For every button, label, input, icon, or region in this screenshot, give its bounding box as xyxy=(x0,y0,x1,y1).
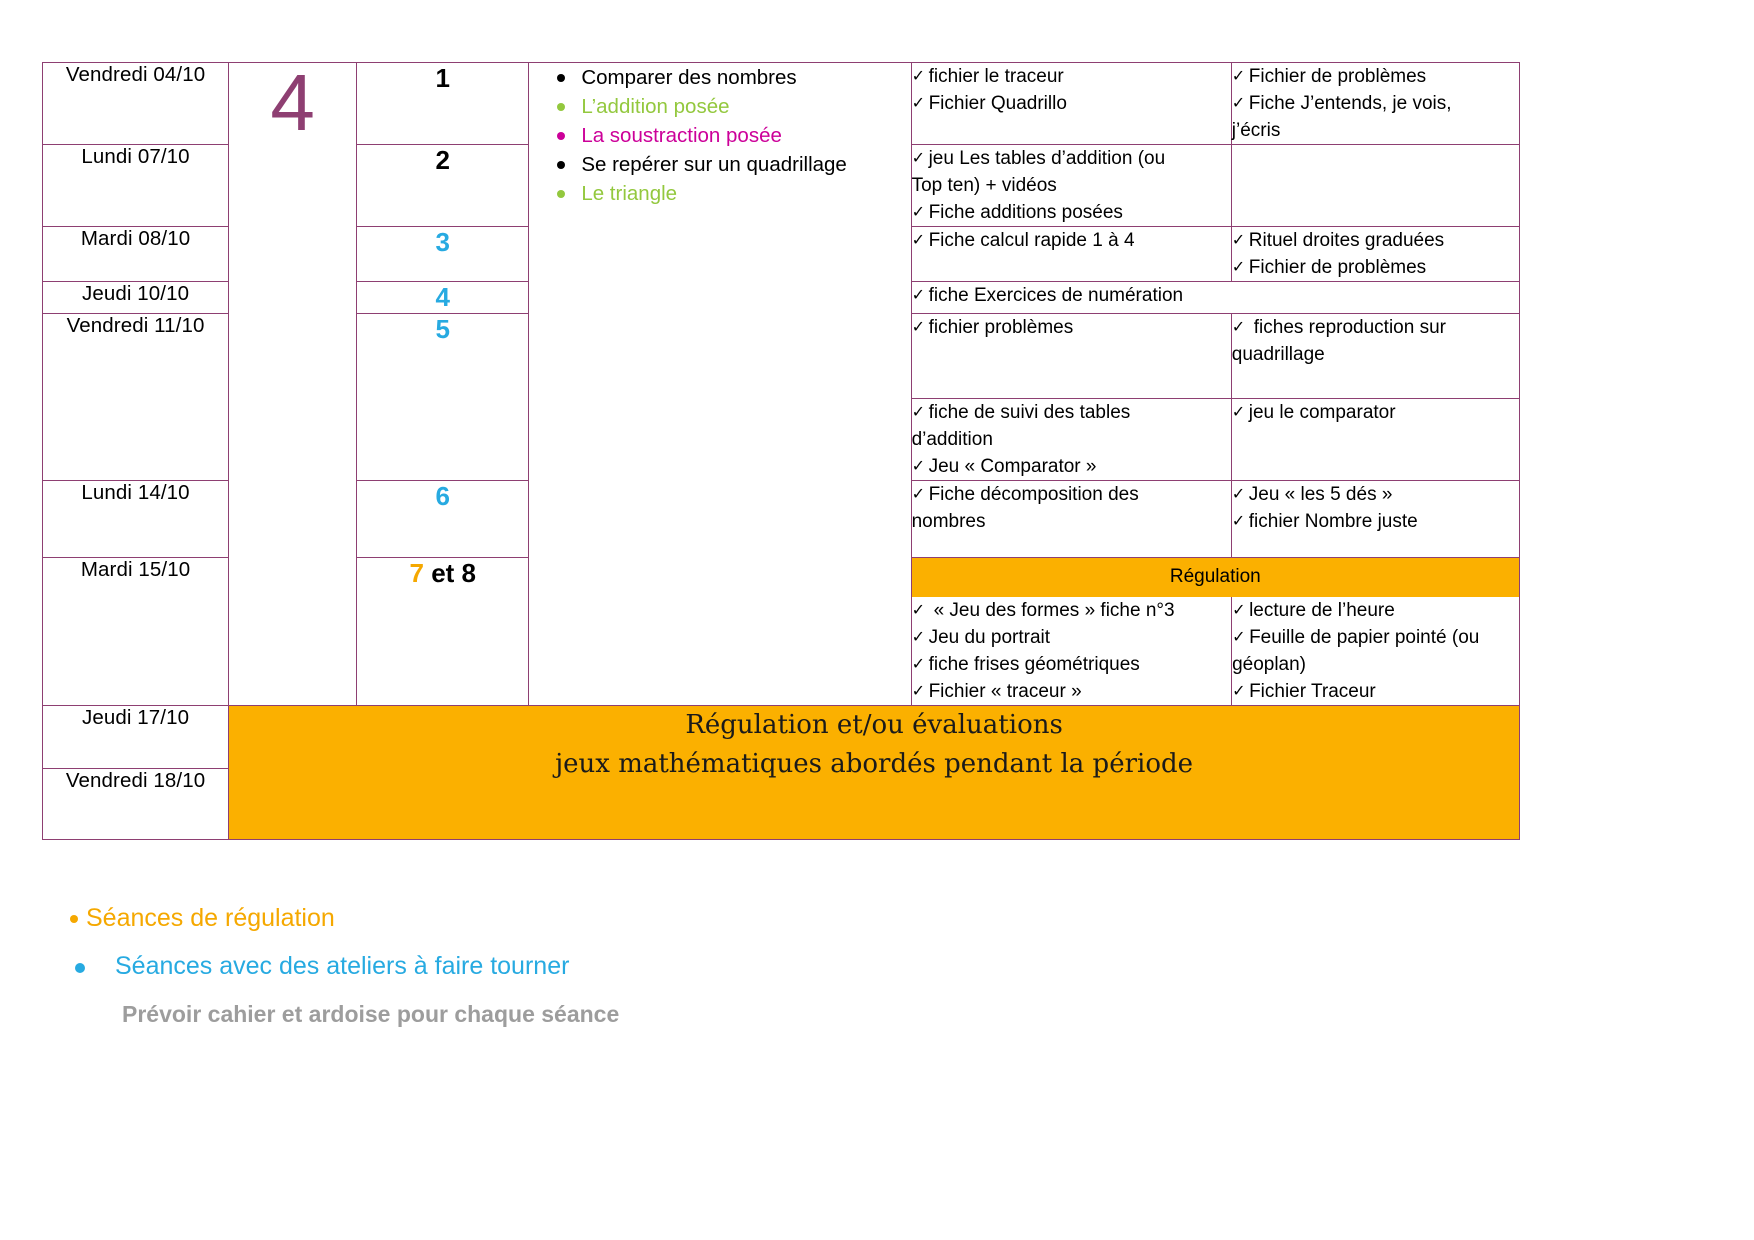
materials-column-a xyxy=(911,399,1231,481)
material-item xyxy=(912,90,1231,117)
regulation-banner: Régulation xyxy=(912,558,1519,597)
material-item xyxy=(1232,481,1519,508)
check-icon: ✓ xyxy=(1232,683,1246,700)
material-label: fiche Exercices de numération xyxy=(928,285,1184,306)
legend-note: Prévoir cahier et ardoise pour chaque séance xyxy=(122,1001,620,1027)
material-list xyxy=(1232,597,1520,705)
check-icon: ✓ xyxy=(911,458,925,475)
closing-banner xyxy=(229,706,1520,840)
check-icon: ✓ xyxy=(911,150,925,167)
check-icon: ✓ xyxy=(1231,404,1246,421)
material-item xyxy=(912,227,1231,254)
objectives-list xyxy=(529,63,910,208)
materials-column-b xyxy=(1231,145,1519,227)
material-label: fichier le traceur xyxy=(928,66,1064,87)
objective-item xyxy=(529,63,910,92)
check-icon: ✓ xyxy=(911,68,925,85)
material-label: Fichier Quadrillo xyxy=(928,93,1067,114)
seance-number: 6 xyxy=(357,481,529,558)
material-item xyxy=(912,481,1231,508)
material-label: Fichier « traceur » xyxy=(928,681,1082,702)
check-icon: ✓ xyxy=(911,404,925,421)
material-label: fiche de suivi des tables xyxy=(928,402,1131,423)
material-label: Feuille de papier pointé (ou xyxy=(1249,627,1480,648)
material-item xyxy=(1232,508,1519,535)
material-list xyxy=(1232,481,1519,535)
material-item-cont: nombres xyxy=(911,511,986,532)
check-icon: ✓ xyxy=(1231,95,1246,112)
date-cell: Jeudi 17/10 xyxy=(43,706,229,769)
check-icon: ✓ xyxy=(911,287,925,304)
material-label: jeu Les tables d’addition (ou xyxy=(928,148,1166,169)
check-icon: ✓ xyxy=(1231,259,1246,276)
material-list xyxy=(912,145,1231,226)
legend-item-ateliers xyxy=(60,944,1060,988)
material-label: fiche frises géométriques xyxy=(928,654,1140,675)
bullet-icon xyxy=(70,915,78,923)
table-row xyxy=(43,63,1520,145)
seance-number: 5 xyxy=(357,314,529,481)
material-item xyxy=(912,624,1232,651)
material-item-cont: quadrillage xyxy=(1231,344,1325,365)
material-list xyxy=(912,597,1232,705)
material-label: Fiche calcul rapide 1 à 4 xyxy=(928,230,1135,251)
material-label: jeu le comparator xyxy=(1248,402,1396,423)
material-item xyxy=(1232,227,1519,254)
material-item-cont: j’écris xyxy=(1231,120,1281,141)
material-item xyxy=(1232,314,1519,341)
bullet-icon xyxy=(75,963,85,973)
bullet-icon xyxy=(557,74,565,82)
material-item xyxy=(1232,399,1519,426)
material-list xyxy=(912,282,1519,309)
material-item xyxy=(912,145,1231,172)
objective-label: Comparer des nombres xyxy=(581,66,797,89)
seance-number-suffix: et 8 xyxy=(423,558,476,588)
objective-item xyxy=(529,121,910,150)
material-label: Rituel droites graduées xyxy=(1248,230,1445,251)
check-icon: ✓ xyxy=(911,486,925,503)
materials-column-b xyxy=(1231,227,1519,282)
objective-label: La soustraction posée xyxy=(581,124,782,147)
check-icon: ✓ xyxy=(911,683,925,700)
materials-column-a xyxy=(911,145,1231,227)
check-icon: ✓ xyxy=(911,602,925,619)
material-label: Fiche décomposition des xyxy=(928,484,1139,505)
bullet-icon xyxy=(557,103,565,111)
planning-table xyxy=(42,58,1520,840)
material-list xyxy=(912,227,1231,254)
material-list xyxy=(912,314,1231,341)
material-label: Jeu du portrait xyxy=(928,627,1051,648)
banner-line-1: Régulation et/ou évaluations xyxy=(685,710,1063,740)
material-item-cont: géoplan) xyxy=(1232,654,1307,675)
material-list xyxy=(1232,399,1519,426)
materials-column-a xyxy=(911,63,1231,145)
materials-column-a xyxy=(912,597,1232,705)
material-label: Fichier de problèmes xyxy=(1248,66,1427,87)
date-cell: Lundi 14/10 xyxy=(43,481,229,558)
check-icon: ✓ xyxy=(911,204,925,221)
objective-item xyxy=(529,92,910,121)
seance-number: 2 xyxy=(357,145,529,227)
material-item xyxy=(912,199,1231,226)
material-item xyxy=(912,678,1232,705)
check-icon: ✓ xyxy=(1231,232,1246,249)
material-item xyxy=(912,651,1232,678)
material-label: Jeu « les 5 dés » xyxy=(1248,484,1393,505)
material-label: lecture de l’heure xyxy=(1249,600,1395,621)
period-number: 4 xyxy=(229,63,357,706)
seance-number: 4 xyxy=(357,282,529,314)
bullet-icon xyxy=(557,161,565,169)
material-item xyxy=(912,282,1519,309)
seance-number xyxy=(357,558,529,706)
check-icon: ✓ xyxy=(911,232,925,249)
legend-label: Séances de régulation xyxy=(86,904,335,932)
legend xyxy=(60,898,1060,1040)
material-item xyxy=(912,399,1231,426)
material-item xyxy=(1232,624,1520,651)
material-label: Jeu « Comparator » xyxy=(928,456,1097,477)
materials-column-b xyxy=(1231,314,1519,399)
check-icon: ✓ xyxy=(1231,513,1246,530)
material-label: Fiche J’entends, je vois, xyxy=(1248,93,1452,114)
material-label: Fichier de problèmes xyxy=(1248,257,1427,278)
materials-column-b xyxy=(1232,597,1520,705)
material-item xyxy=(912,453,1231,480)
material-list xyxy=(912,399,1231,480)
date-cell: Vendredi 11/10 xyxy=(43,314,229,481)
material-item xyxy=(1232,254,1519,281)
date-cell: Mardi 08/10 xyxy=(43,227,229,282)
date-cell: Lundi 07/10 xyxy=(43,145,229,227)
material-item xyxy=(912,314,1231,341)
seance-number: 1 xyxy=(357,63,529,145)
check-icon: ✓ xyxy=(1231,68,1246,85)
material-label: Fiche additions posées xyxy=(928,202,1123,223)
material-item xyxy=(1232,63,1519,90)
materials-column-span xyxy=(911,282,1519,314)
date-cell: Vendredi 04/10 xyxy=(43,63,229,145)
date-cell: Mardi 15/10 xyxy=(43,558,229,706)
material-list xyxy=(1232,63,1519,144)
table-row xyxy=(43,706,1520,769)
material-item-cont: d’addition xyxy=(911,429,993,450)
seance-number-prefix: 7 xyxy=(409,558,424,588)
material-list xyxy=(912,63,1231,117)
objective-item xyxy=(529,150,910,179)
material-item xyxy=(1232,678,1520,705)
date-cell: Vendredi 18/10 xyxy=(43,769,229,840)
check-icon: ✓ xyxy=(1232,602,1246,619)
materials-column-b xyxy=(1231,63,1519,145)
regulation-materials-table xyxy=(912,597,1520,705)
banner-line-2: jeux mathématiques abordés pendant la période xyxy=(555,749,1194,779)
materials-column-a xyxy=(911,314,1231,399)
check-icon: ✓ xyxy=(911,629,925,646)
regulation-section xyxy=(911,558,1519,706)
bullet-icon xyxy=(557,190,565,198)
material-item xyxy=(912,597,1232,624)
check-icon: ✓ xyxy=(1231,486,1246,503)
material-item xyxy=(1232,597,1520,624)
seance-number: 3 xyxy=(357,227,529,282)
bullet-icon xyxy=(557,132,565,140)
check-icon: ✓ xyxy=(911,319,925,336)
material-label: fiches reproduction sur xyxy=(1253,317,1446,338)
materials-column-b xyxy=(1231,399,1519,481)
material-label: « Jeu des formes » fiche n°3 xyxy=(933,600,1175,621)
material-label: Fichier Traceur xyxy=(1249,681,1376,702)
check-icon: ✓ xyxy=(911,95,925,112)
material-list xyxy=(1232,314,1519,368)
objective-item xyxy=(529,179,910,208)
material-list xyxy=(912,481,1231,535)
material-label: fichier problèmes xyxy=(928,317,1074,338)
objective-label: L’addition posée xyxy=(581,95,730,118)
date-cell: Jeudi 10/10 xyxy=(43,282,229,314)
materials-column-a xyxy=(911,481,1231,558)
materials-column-b xyxy=(1231,481,1519,558)
material-list xyxy=(1232,227,1519,281)
material-item xyxy=(912,63,1231,90)
check-icon: ✓ xyxy=(1231,319,1246,336)
check-icon: ✓ xyxy=(1232,629,1246,646)
materials-column-a xyxy=(911,227,1231,282)
objectives-cell xyxy=(529,63,911,706)
objective-label: Se repérer sur un quadrillage xyxy=(581,153,847,176)
material-label: fichier Nombre juste xyxy=(1248,511,1418,532)
material-item xyxy=(1232,90,1519,117)
material-item-cont: Top ten) + vidéos xyxy=(911,175,1057,196)
objective-label: Le triangle xyxy=(581,182,678,205)
legend-item-regulation xyxy=(60,898,1060,938)
check-icon: ✓ xyxy=(911,656,925,673)
legend-label: Séances avec des ateliers à faire tourner xyxy=(115,952,570,980)
